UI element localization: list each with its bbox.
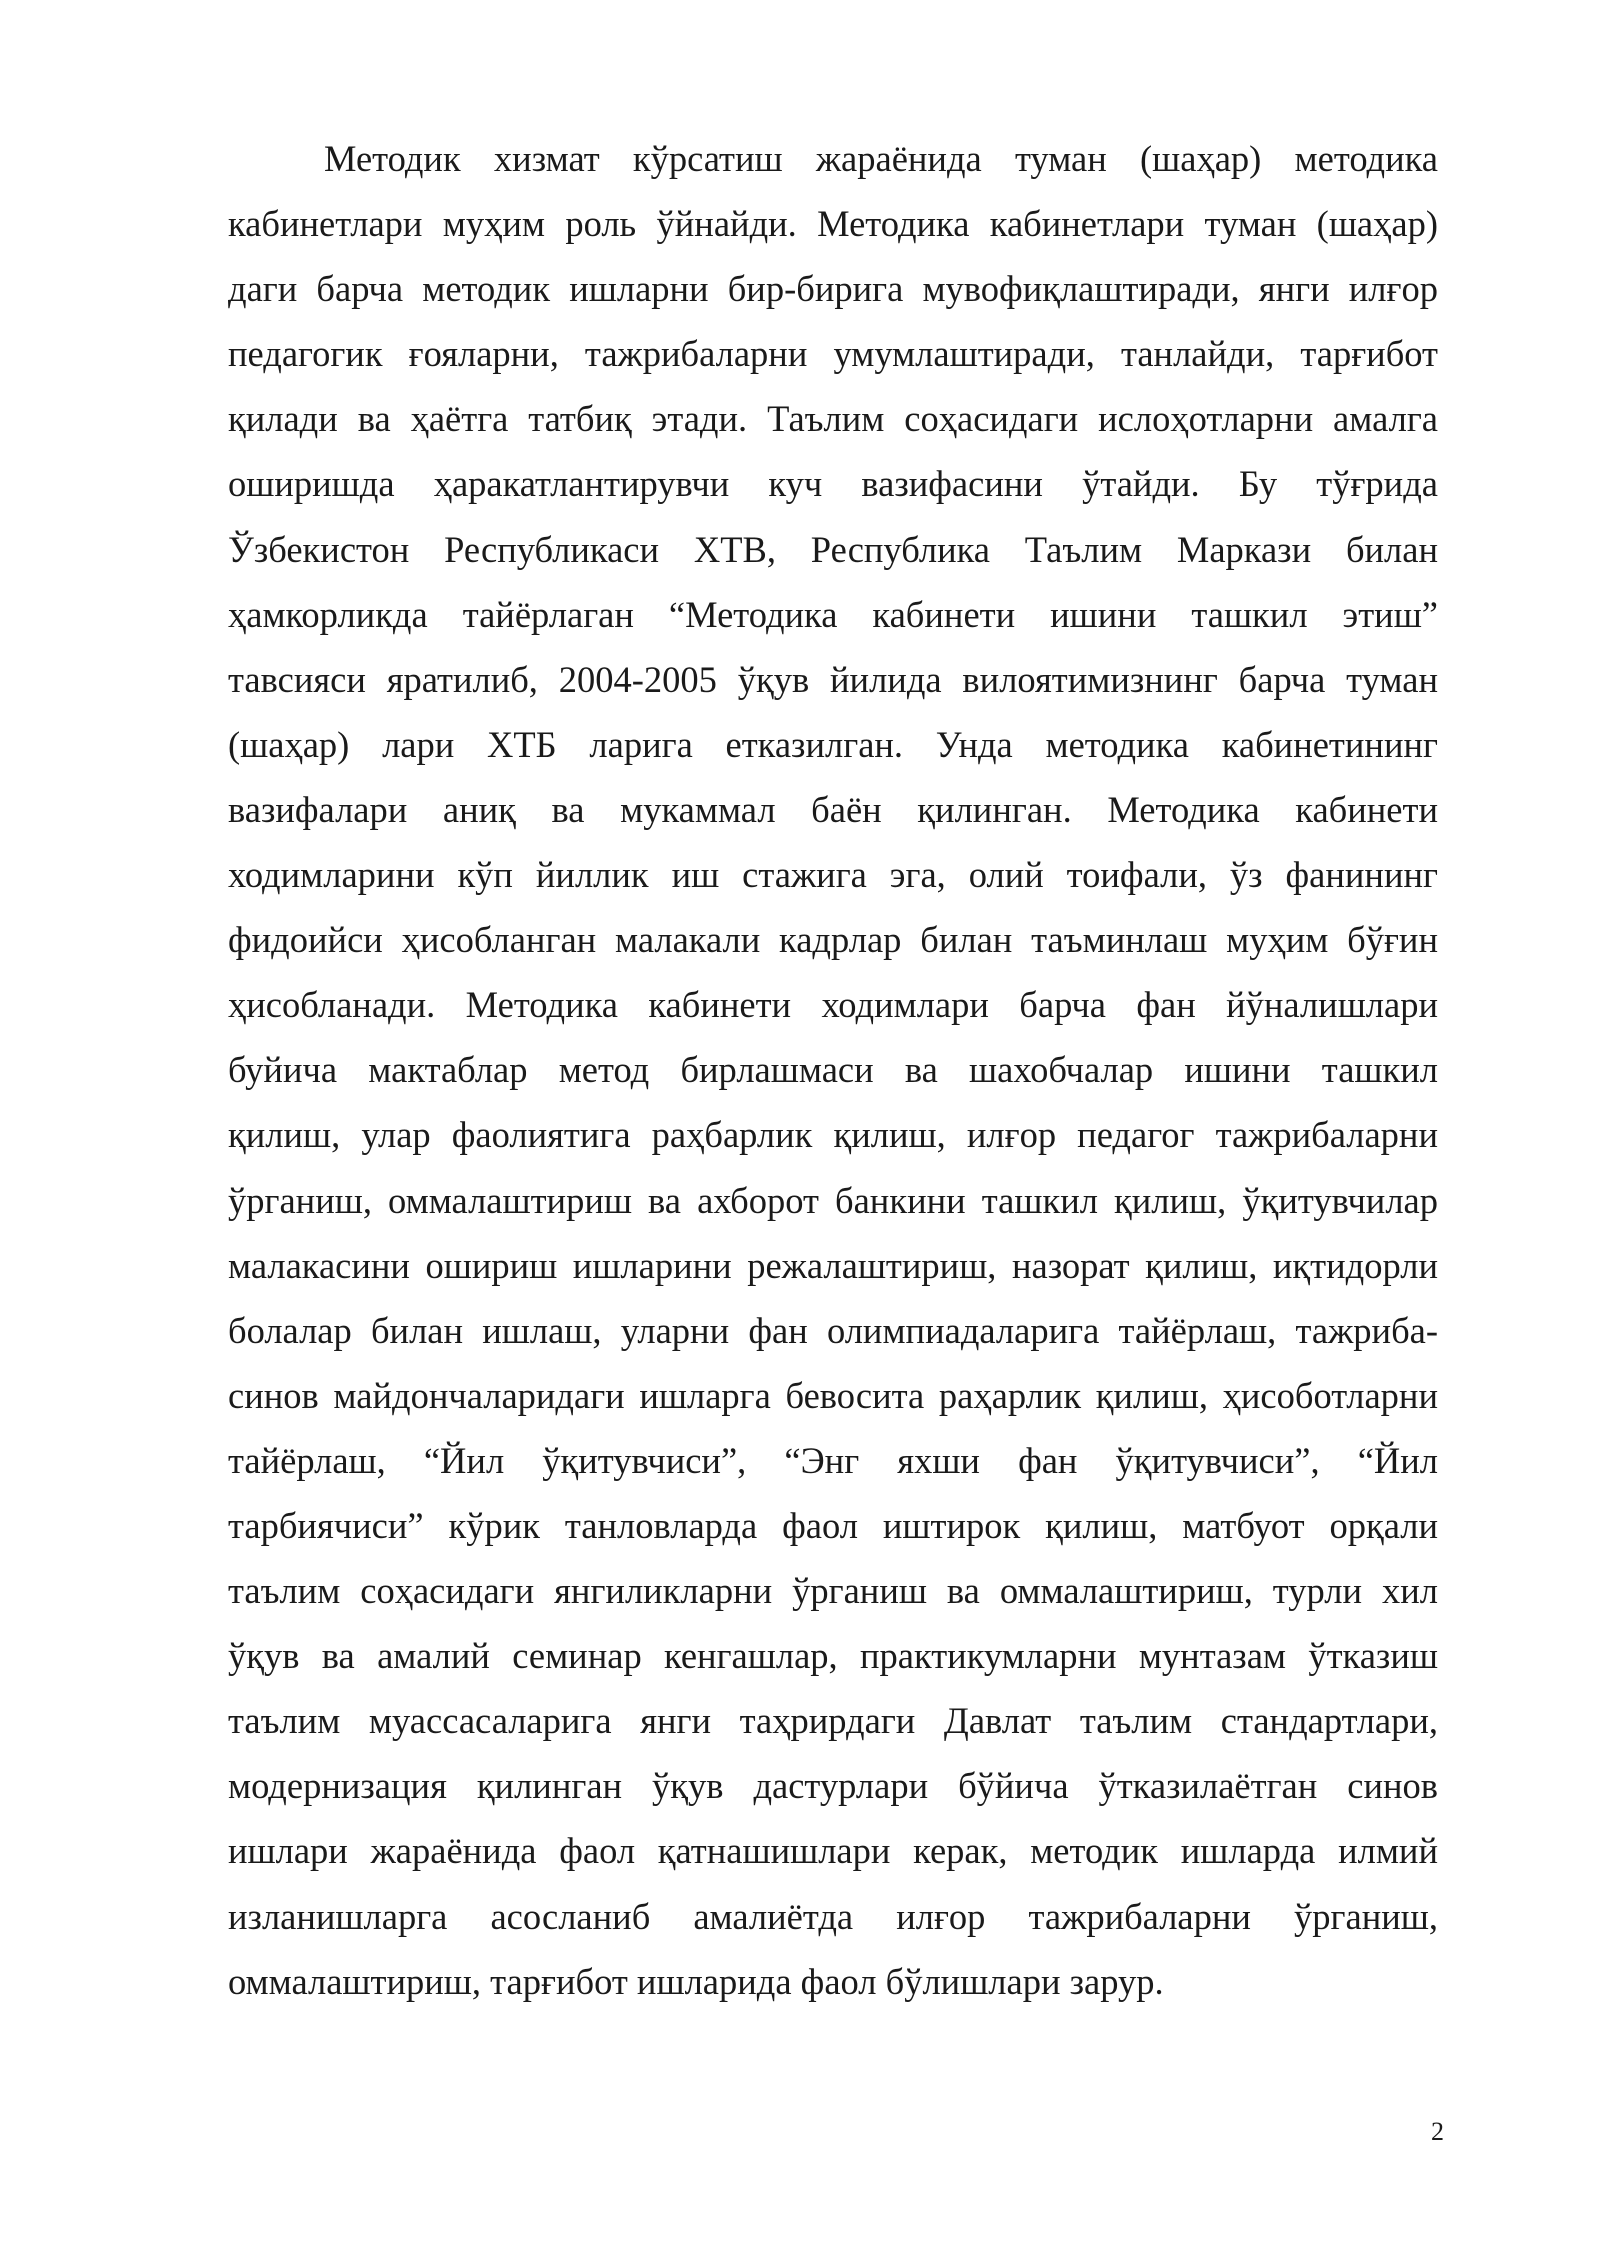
paragraph-line: кабинетлари муҳим роль ўйнайди. Методика кабинетлари туман (шаҳар) [228, 203, 1438, 245]
paragraph-line: малакасини ошириш ишларини режалаштириш, назорат қилиш, иқтидорли [228, 1244, 1438, 1286]
paragraph-line: изланишларга асосланиб амалиётда илғор тажрибаларни ўрганиш, [228, 1895, 1438, 1937]
body-paragraph [228, 126, 1438, 2014]
paragraph-line: Ўзбекистон Республикаси ХТВ, Республика Таълим Маркази билан [228, 528, 1438, 570]
paragraph-line: тавсияси яратилиб, 2004-2005 ўқув йилида вилоятимизнинг барча туман [228, 658, 1438, 700]
paragraph-line: вазифалари аниқ ва мукаммал баён қилинган. Методика кабинети [228, 788, 1438, 830]
paragraph-line: ўқув ва амалий семинар кенгашлар, практикумларни мунтазам ўтказиш [228, 1635, 1438, 1677]
paragraph-line: модернизация қилинган ўқув дастурлари бўйича ўтказилаётган синов [228, 1765, 1438, 1807]
paragraph-line: синов майдончаларидаги ишларга бевосита раҳарлик қилиш, ҳисоботларни [228, 1374, 1438, 1416]
paragraph-line: ишлари жараёнида фаол қатнашишлари керак, методик ишларда илмий [228, 1830, 1438, 1872]
paragraph-line: тарбиячиси” кўрик танловларда фаол иштирок қилиш, матбуот орқали [228, 1504, 1438, 1546]
paragraph-line: таълим соҳасидаги янгиликларни ўрганиш ва оммалаштириш, турли хил [228, 1570, 1438, 1612]
paragraph-line: педагогик ғояларни, тажрибаларни умумлаштиради, танлайди, тарғибот [228, 333, 1438, 375]
paragraph-line: қилади ва ҳаётга татбиқ этади. Таълим соҳасидаги ислоҳотларни амалга [228, 398, 1438, 440]
paragraph-line: даги барча методик ишларни бир-бирига мувофиқлаштиради, янги илғор [228, 268, 1438, 310]
page-number: 2 [1431, 2117, 1444, 2146]
paragraph-line: қилиш, улар фаолиятига раҳбарлик қилиш, илғор педагог тажрибаларни [228, 1114, 1438, 1156]
paragraph-line: тайёрлаш, “Йил ўқитувчиси”, “Энг яхши фан ўқитувчиси”, “Йил [228, 1439, 1438, 1481]
paragraph-line: болалар билан ишлаш, уларни фан олимпиадаларига тайёрлаш, тажриба- [228, 1309, 1438, 1351]
paragraph-line: оширишда ҳаракатлантирувчи куч вазифасини ўтайди. Бу тўғрида [228, 463, 1438, 505]
paragraph-line: ҳисобланади. Методика кабинети ходимлари барча фан йўналишлари [228, 984, 1438, 1026]
paragraph-line: ўрганиш, оммалаштириш ва ахборот банкини ташкил қилиш, ўқитувчилар [228, 1179, 1438, 1221]
paragraph-line: (шаҳар) лари ХТБ ларига етказилган. Унда методика кабинетининг [228, 723, 1438, 765]
paragraph-line: оммалаштириш, тарғибот ишларида фаол бўлишлари зарур. [228, 1960, 1164, 2002]
paragraph-line: буйича мактаблар метод бирлашмаси ва шахобчалар ишини ташкил [228, 1049, 1438, 1091]
paragraph-line: ҳамкорликда тайёрлаган “Методика кабинети ишини ташкил этиш” [228, 593, 1438, 635]
paragraph-line: таълим муассасаларига янги таҳрирдаги Давлат таълим стандартлари, [228, 1700, 1438, 1742]
paragraph-line: Методик хизмат кўрсатиш жараёнида туман (шаҳар) методика [324, 138, 1438, 179]
paragraph-line: фидоийси ҳисобланган малакали кадрлар билан таъминлаш муҳим бўғин [228, 919, 1438, 961]
paragraph-line: ходимларини кўп йиллик иш стажига эга, олий тоифали, ўз фанининг [228, 854, 1438, 896]
